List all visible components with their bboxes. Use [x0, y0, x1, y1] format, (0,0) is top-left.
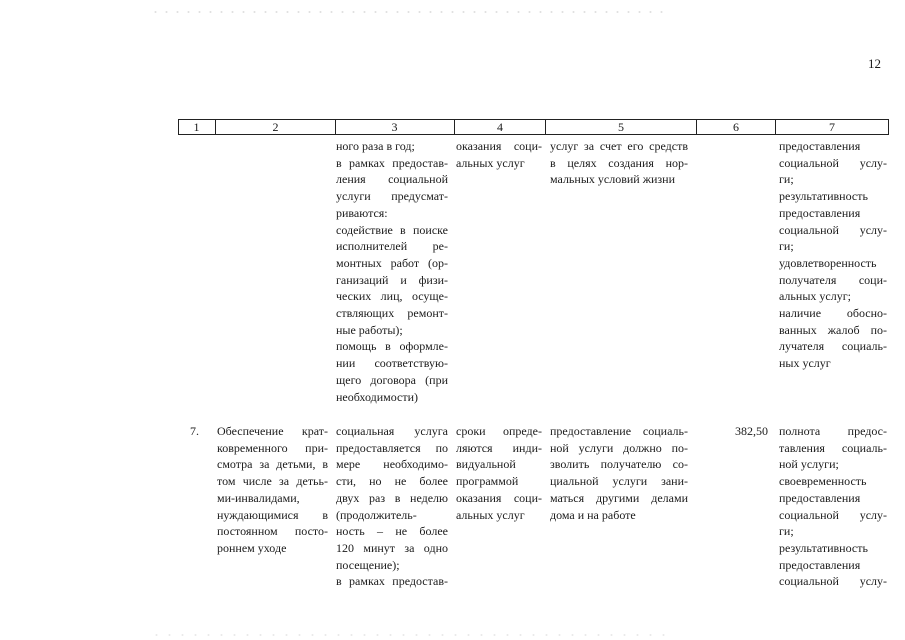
- cell-line: ческих лиц, осуще-: [336, 289, 448, 304]
- cell-line: ной услуги должно по-: [550, 440, 688, 455]
- cell-line: ми-инвалидами,: [217, 490, 300, 505]
- cell-line: исполнителей ре-: [336, 239, 448, 254]
- cell-line: маться другими делами: [550, 490, 688, 505]
- cell-line: альных услуг;: [779, 289, 851, 304]
- header-col-7: 7: [829, 120, 835, 134]
- cell-line: социальной услу-: [779, 574, 887, 589]
- continued-row-col5: [550, 138, 688, 188]
- cell-line: социальной услу-: [779, 155, 887, 170]
- cell-line: получателя соци-: [779, 272, 887, 287]
- cell-line: своевременность: [779, 474, 867, 489]
- cell-line: ного раза в год;: [336, 139, 415, 153]
- cell-line: лучателя социаль-: [779, 339, 887, 354]
- cell-line: помощь в оформле-: [336, 339, 448, 354]
- cell-line: смотра за детьми, в: [217, 457, 328, 472]
- header-col-1: 1: [193, 120, 200, 134]
- cell-line: наличие обосно-: [779, 306, 887, 321]
- cell-line: (продолжитель-: [336, 507, 417, 522]
- cell-line: ги;: [779, 239, 794, 254]
- cell-line: ганизаций и физи-: [336, 272, 448, 287]
- cell-line: монтных работ (ор-: [336, 255, 448, 270]
- cell-line: программой: [456, 474, 519, 489]
- cell-line: ляются инди-: [456, 440, 542, 455]
- cell-line: мальных условий жизни: [550, 172, 676, 187]
- cell-line: предоставляется по: [336, 440, 448, 455]
- cell-line: 120 минут за одно: [336, 540, 448, 555]
- cell-line: постоянном посто-: [217, 524, 328, 539]
- row-7-col4: [456, 423, 542, 523]
- cell-line: дома и на работе: [550, 507, 636, 522]
- cell-line: альных услуг: [456, 155, 525, 170]
- cell-line: том числе за детьь-: [217, 474, 328, 489]
- cell-line: социальная услуга: [336, 424, 448, 438]
- table-header-row: [178, 119, 889, 135]
- cell-line: результативность: [779, 189, 868, 204]
- cell-line: ги;: [779, 524, 794, 539]
- cell-line: Обеспечение крат-: [217, 424, 328, 438]
- cell-line: сроки опреде-: [456, 424, 542, 438]
- header-col-4: 4: [497, 120, 503, 134]
- page-number: 12: [868, 56, 881, 71]
- cell-line: ных услуг: [779, 356, 831, 371]
- continued-row-col7: [779, 138, 887, 372]
- cell-line: в рамках предостав-: [336, 574, 448, 589]
- cell-line: в рамках предостав-: [336, 155, 448, 170]
- row-7-col7: [779, 423, 887, 590]
- cell-line: социальной услу-: [779, 507, 887, 522]
- cell-line: циальной услуги зани-: [550, 474, 688, 489]
- header-col-3: 3: [391, 120, 398, 134]
- cell-line: посещение);: [336, 557, 400, 572]
- cell-line: ги;: [779, 172, 794, 187]
- cell-line: оказания соци-: [456, 490, 542, 505]
- cell-line: ванных жалоб по-: [779, 322, 887, 337]
- cell-line: необходимости): [336, 389, 419, 404]
- cell-line: ления социальной: [336, 172, 448, 187]
- cell-line: предоставление социаль-: [550, 424, 688, 438]
- cell-line: видуальной: [456, 457, 516, 472]
- cell-line: риваются:: [336, 205, 388, 220]
- cell-line: тавления социаль-: [779, 440, 887, 455]
- cell-line: ной услуги;: [779, 457, 839, 472]
- scan-noise-bottom: [150, 632, 670, 638]
- cell-line: социальной услу-: [779, 222, 887, 237]
- cell-line: оказания соци-: [456, 139, 542, 153]
- cell-line: ность – не более: [336, 524, 448, 539]
- header-col-6: 6: [733, 120, 739, 134]
- cell-line: результативность: [779, 540, 868, 555]
- cell-line: предоставления: [779, 557, 861, 572]
- cell-line: зволить получателю со-: [550, 457, 688, 472]
- cell-line: ные работы);: [336, 322, 403, 337]
- row-7-col6-price: 382,50: [735, 424, 768, 438]
- row-7-col2: [217, 423, 328, 557]
- cell-line: двух раз в неделю: [336, 490, 448, 505]
- cell-line: в целях создания нор-: [550, 155, 688, 170]
- header-col-2: 2: [272, 120, 279, 134]
- cell-line: сти, но не более: [336, 474, 448, 489]
- cell-line: полнота предос-: [779, 424, 887, 438]
- cell-line: ствляющих ремонт-: [336, 306, 448, 321]
- cell-line: щего договора (при: [336, 372, 448, 387]
- cell-line: мере необходимо-: [336, 457, 448, 472]
- cell-line: нии соответствую-: [336, 356, 448, 371]
- cell-line: предоставления: [779, 139, 861, 153]
- continued-row-col4: [456, 138, 542, 171]
- scan-noise-top: [150, 9, 670, 15]
- cell-line: удовлетворенность: [779, 255, 877, 270]
- cell-line: ковременного при-: [217, 440, 328, 455]
- cell-line: предоставления: [779, 490, 861, 505]
- cell-line: услуг за счет его средств: [550, 139, 688, 153]
- header-col-5: 5: [618, 120, 624, 134]
- row-7-number: 7.: [190, 424, 199, 438]
- row-7-col5: [550, 423, 688, 523]
- cell-line: предоставления: [779, 205, 861, 220]
- cell-line: нуждающимися в: [217, 507, 328, 522]
- cell-line: альных услуг: [456, 507, 525, 522]
- continued-row-col3: [336, 138, 448, 405]
- row-7-col3: [336, 423, 448, 590]
- cell-line: услуги предусмат-: [336, 189, 448, 204]
- cell-line: содействие в поиске: [336, 222, 448, 237]
- cell-line: роннем уходе: [217, 540, 287, 555]
